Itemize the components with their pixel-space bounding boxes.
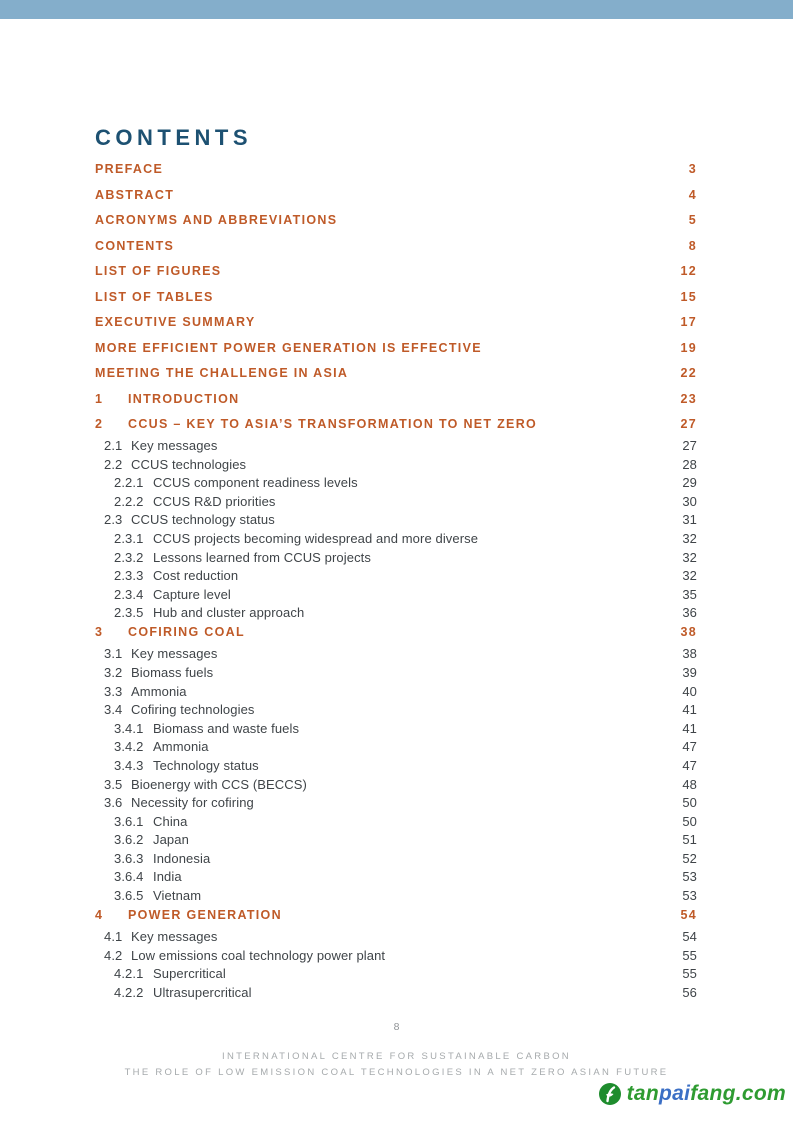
toc-entry-row xyxy=(95,852,697,865)
entry-page-number: 36 xyxy=(682,605,697,621)
entry-number: 2.3.2 xyxy=(114,549,144,565)
entry-page-number: 40 xyxy=(682,683,697,699)
entry-page-number: 55 xyxy=(682,966,697,982)
entry-number: 3.2 xyxy=(104,664,123,680)
entry-label: Biomass and waste fuels xyxy=(153,720,300,736)
entry-label: PREFACE xyxy=(95,162,164,176)
toc-chapter-row xyxy=(95,909,697,922)
entry-number: 2.1 xyxy=(104,438,123,453)
toc-front-matter-row xyxy=(95,316,697,329)
toc-entry-row xyxy=(95,740,697,753)
toc-entry-row xyxy=(95,588,697,601)
toc-chapter-row xyxy=(95,393,697,406)
entry-number: 3.6 xyxy=(104,795,123,811)
entry-number: 2.3.3 xyxy=(114,568,144,584)
footer-line-2: THE ROLE OF LOW EMISSION COAL TECHNOLOGIES IN A NET ZERO ASIAN FUTURE xyxy=(124,1067,669,1078)
entry-page-number: 55 xyxy=(682,947,697,963)
entry-label: COFIRING COAL xyxy=(128,625,245,640)
entry-number: 3.4.1 xyxy=(114,720,144,736)
entry-label: CCUS component readiness levels xyxy=(153,475,358,491)
entry-page-number: 29 xyxy=(682,475,697,491)
entry-number: 1 xyxy=(95,391,104,406)
entry-number: 3.4.2 xyxy=(114,739,144,755)
entry-label: INTRODUCTION xyxy=(128,391,240,406)
entry-page-number: 41 xyxy=(682,702,697,718)
entry-label: Necessity for cofiring xyxy=(131,795,254,811)
toc-front-matter-row xyxy=(95,240,697,253)
entry-number: 3.6.2 xyxy=(114,832,144,848)
toc-entry-row xyxy=(95,949,697,962)
entry-page-number: 19 xyxy=(680,340,697,355)
toc-entry-row xyxy=(95,606,697,619)
entry-label: CCUS technology status xyxy=(131,512,275,528)
entry-page-number: 38 xyxy=(680,625,697,640)
toc-entry-row xyxy=(95,458,697,471)
toc-chapter-group xyxy=(95,909,697,999)
entry-label: Lessons learned from CCUS projects xyxy=(153,549,371,565)
toc-entry-row xyxy=(95,967,697,980)
entry-label: CCUS technologies xyxy=(131,456,247,472)
entry-page-number: 27 xyxy=(682,438,697,453)
entry-number: 2.3.4 xyxy=(114,586,144,602)
entry-page-number: 47 xyxy=(682,739,697,755)
entry-label: Japan xyxy=(153,832,189,848)
entry-page-number: 12 xyxy=(680,264,697,278)
entry-page-number: 39 xyxy=(682,664,697,680)
toc-entry-row xyxy=(95,647,697,660)
entry-label: Bioenergy with CCS (BECCS) xyxy=(131,776,307,792)
entry-number: 4.1 xyxy=(104,929,123,945)
entry-label: MORE EFFICIENT POWER GENERATION IS EFFECTIVE xyxy=(95,340,482,355)
entry-label: CONTENTS xyxy=(95,238,175,253)
entry-label: CCUS projects becoming widespread and more diverse xyxy=(153,530,479,546)
entry-label: India xyxy=(153,869,182,885)
entry-label: ABSTRACT xyxy=(95,187,175,202)
entry-number: 2.3 xyxy=(104,512,123,528)
entry-label: Vietnam xyxy=(153,888,202,904)
entry-label: Biomass fuels xyxy=(131,664,214,680)
toc-chapter-row xyxy=(95,626,697,639)
entry-label: Cost reduction xyxy=(153,568,239,584)
entry-page-number: 54 xyxy=(682,929,697,945)
toc-chapter-group xyxy=(95,393,697,406)
entry-page-number: 8 xyxy=(688,238,697,253)
entry-label: Low emissions coal technology power plant xyxy=(131,947,386,963)
toc-front-matter-row xyxy=(95,342,697,355)
entry-label: Technology status xyxy=(153,757,259,773)
entry-number: 4.2.1 xyxy=(114,966,144,982)
toc-entry-row xyxy=(95,685,697,698)
toc-entry-row xyxy=(95,833,697,846)
entry-page-number: 17 xyxy=(680,315,697,329)
entry-page-number: 48 xyxy=(682,776,697,792)
toc-entry-row xyxy=(95,513,697,526)
toc-entry-row xyxy=(95,569,697,582)
entry-number: 2 xyxy=(95,417,104,431)
toc-page xyxy=(95,127,697,1004)
page-number: 8 xyxy=(393,1021,400,1033)
table-of-contents xyxy=(95,163,697,999)
entry-label: ACRONYMS AND ABBREVIATIONS xyxy=(95,213,338,227)
entry-label: MEETING THE CHALLENGE IN ASIA xyxy=(95,366,349,380)
entry-number: 3.6.1 xyxy=(114,813,144,829)
entry-page-number: 15 xyxy=(680,289,697,304)
entry-number: 3 xyxy=(95,625,104,640)
footer-line-1: INTERNATIONAL CENTRE FOR SUSTAINABLE CARBON xyxy=(222,1051,571,1062)
entry-page-number: 38 xyxy=(682,646,697,662)
entry-label: CCUS R&D priorities xyxy=(153,493,276,509)
entry-number: 3.4.3 xyxy=(114,757,144,773)
toc-entry-row xyxy=(95,532,697,545)
entry-number: 2.2.2 xyxy=(114,493,144,509)
leaf-circle-icon xyxy=(598,1082,622,1106)
entry-label: LIST OF FIGURES xyxy=(95,264,222,278)
watermark-segment: tan xyxy=(626,1082,659,1105)
toc-entry-row xyxy=(95,666,697,679)
entry-page-number: 27 xyxy=(680,417,697,431)
entry-page-number: 53 xyxy=(682,888,697,904)
entry-page-number: 4 xyxy=(688,187,697,202)
toc-chapter-group xyxy=(95,418,697,619)
entry-page-number: 30 xyxy=(682,493,697,509)
entry-page-number: 28 xyxy=(682,456,697,472)
entry-number: 2.3.1 xyxy=(114,530,144,546)
footer xyxy=(0,1049,793,1081)
toc-entry-row xyxy=(95,986,697,999)
entry-page-number: 23 xyxy=(680,391,697,406)
entry-label: Ammonia xyxy=(153,739,209,755)
toc-entry-row xyxy=(95,703,697,716)
toc-entry-row xyxy=(95,759,697,772)
toc-entry-row xyxy=(95,439,697,452)
toc-front-matter-row xyxy=(95,367,697,380)
toc-entry-row xyxy=(95,889,697,902)
entry-number: 3.3 xyxy=(104,683,123,699)
watermark-segment: fang.com xyxy=(690,1082,786,1105)
toc-front-matter-row xyxy=(95,214,697,227)
entry-page-number: 52 xyxy=(682,850,697,866)
entry-number: 4 xyxy=(95,908,104,923)
toc-chapter-group xyxy=(95,626,697,902)
entry-page-number: 5 xyxy=(688,213,697,227)
entry-number: 4.2.2 xyxy=(114,984,144,1000)
top-color-bar xyxy=(0,0,793,19)
entry-number: 2.3.5 xyxy=(114,605,144,621)
entry-number: 3.6.4 xyxy=(114,869,144,885)
toc-front-matter-row xyxy=(95,291,697,304)
toc-entry-row xyxy=(95,930,697,943)
entry-label: Key messages xyxy=(131,646,218,662)
page-title: CONTENTS xyxy=(95,125,252,150)
watermark-text xyxy=(627,1082,786,1106)
toc-entry-row xyxy=(95,495,697,508)
entry-page-number: 53 xyxy=(682,869,697,885)
entry-label: CCUS – KEY TO ASIA’S TRANSFORMATION TO NET ZERO xyxy=(128,417,538,431)
entry-number: 2.2.1 xyxy=(114,475,144,491)
toc-front-matter-row xyxy=(95,189,697,202)
toc-entry-row xyxy=(95,778,697,791)
watermark-logo xyxy=(598,1082,786,1106)
toc-chapter-row xyxy=(95,418,697,431)
entry-page-number: 56 xyxy=(682,984,697,1000)
entry-label: Cofiring technologies xyxy=(131,702,255,718)
entry-number: 2.2 xyxy=(104,456,123,472)
entry-number: 3.1 xyxy=(104,646,123,662)
entry-label: Hub and cluster approach xyxy=(153,605,305,621)
entry-label: Capture level xyxy=(153,586,231,602)
entry-page-number: 54 xyxy=(680,908,697,923)
entry-page-number: 50 xyxy=(682,813,697,829)
entry-label: Indonesia xyxy=(153,850,211,866)
entry-page-number: 3 xyxy=(688,162,697,176)
entry-label: EXECUTIVE SUMMARY xyxy=(95,315,256,329)
toc-entry-row xyxy=(95,476,697,489)
entry-number: 3.4 xyxy=(104,702,123,718)
entry-page-number: 50 xyxy=(682,795,697,811)
entry-page-number: 47 xyxy=(682,757,697,773)
entry-label: LIST OF TABLES xyxy=(95,289,214,304)
entry-page-number: 31 xyxy=(682,512,697,528)
entry-page-number: 51 xyxy=(682,832,697,848)
toc-entry-row xyxy=(95,722,697,735)
entry-label: Key messages xyxy=(131,438,218,453)
toc-front-matter-row xyxy=(95,163,697,176)
entry-page-number: 22 xyxy=(680,366,697,380)
entry-number: 3.6.3 xyxy=(114,850,144,866)
toc-front-matter-row xyxy=(95,265,697,278)
entry-label: POWER GENERATION xyxy=(128,908,282,923)
toc-entry-row xyxy=(95,870,697,883)
entry-label: China xyxy=(153,813,188,829)
entry-label: Key messages xyxy=(131,929,218,945)
toc-entry-row xyxy=(95,796,697,809)
watermark-segment: pai xyxy=(659,1082,691,1105)
entry-page-number: 35 xyxy=(682,586,697,602)
entry-number: 3.5 xyxy=(104,776,123,792)
entry-page-number: 41 xyxy=(682,720,697,736)
entry-number: 4.2 xyxy=(104,947,123,963)
entry-page-number: 32 xyxy=(682,568,697,584)
entry-label: Ultrasupercritical xyxy=(153,984,252,1000)
entry-page-number: 32 xyxy=(682,549,697,565)
entry-label: Supercritical xyxy=(153,966,226,982)
toc-entry-row xyxy=(95,815,697,828)
entry-label: Ammonia xyxy=(131,683,187,699)
entry-page-number: 32 xyxy=(682,530,697,546)
toc-entry-row xyxy=(95,551,697,564)
entry-number: 3.6.5 xyxy=(114,888,144,904)
